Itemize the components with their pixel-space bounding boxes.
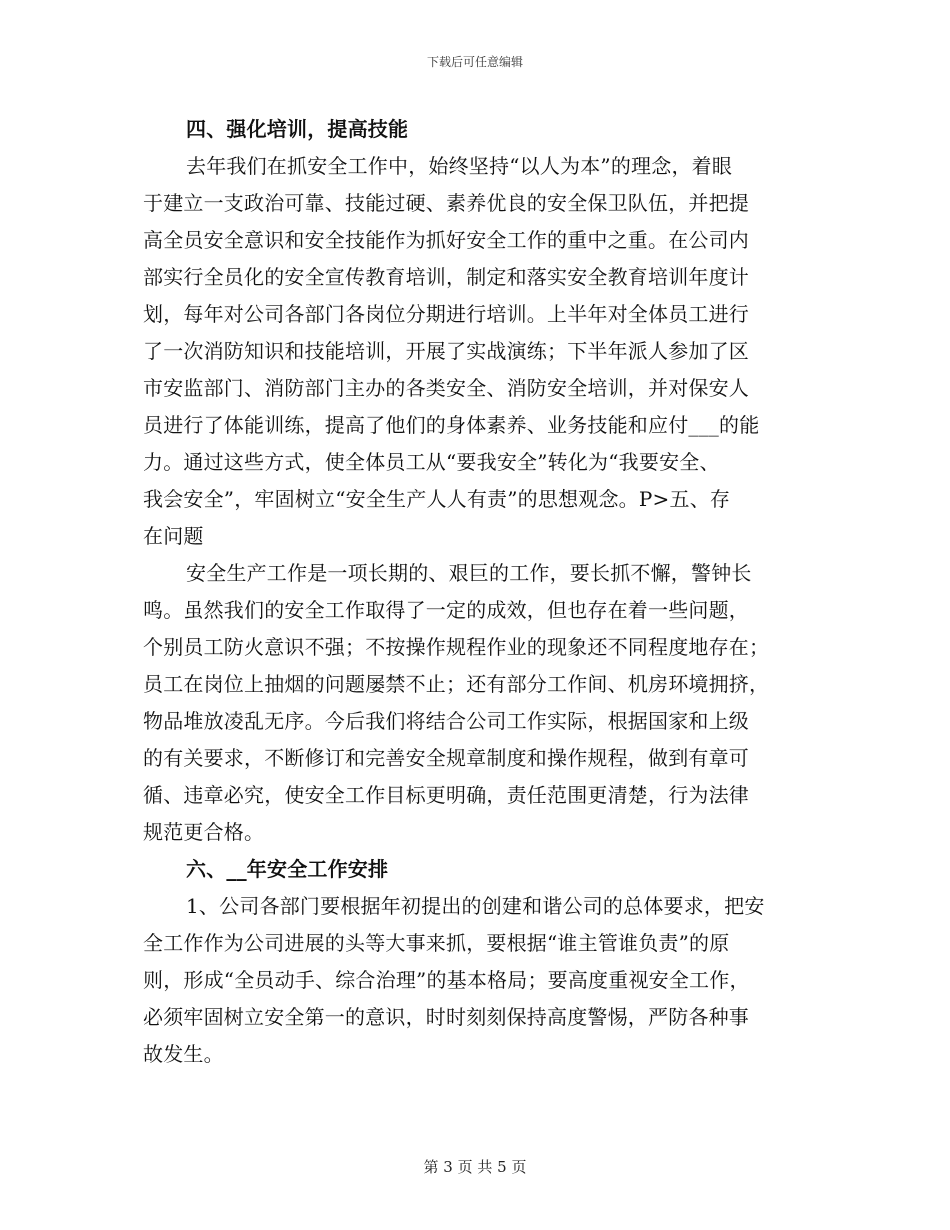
- paragraph-line: 故发生。: [143, 1042, 224, 1066]
- paragraph-line: 个别员工防火意识不强；不按操作规程作业的现象还不同程度地存在；: [143, 635, 770, 659]
- paragraph-line: 我会安全”，牢固树立“安全生产人人有责”的思想观念。P>五、存: [143, 487, 731, 511]
- paragraph-line: 于建立一支政治可靠、技能过硬、素养优良的安全保卫队伍，并把提: [143, 191, 749, 215]
- paragraph-line: 安全生产工作是一项长期的、艰巨的工作，要长抓不懈，警钟长: [186, 561, 752, 585]
- paragraph-line: 的有关要求，不断修订和完善安全规章制度和操作规程，做到有章可: [143, 746, 749, 770]
- paragraph-line: 员进行了体能训练，提高了他们的身体素养、业务技能和应付___的能: [143, 413, 760, 437]
- section-heading-6: 六、__年安全工作安排: [186, 857, 389, 881]
- section-heading-4: 四、强化培训，提高技能: [186, 117, 409, 141]
- paragraph-line: 了一次消防知识和技能培训，开展了实战演练；下半年派人参加了区: [143, 339, 749, 363]
- paragraph-line: 在问题: [143, 524, 204, 548]
- paragraph-line: 部实行全员化的安全宣传教育培训，制定和落实安全教育培训年度计: [143, 265, 749, 289]
- paragraph-line: 市安监部门、消防部门主办的各类安全、消防安全培训，并对保安人: [143, 376, 749, 400]
- paragraph-line: 划，每年对公司各部门各岗位分期进行培训。上半年对全体员工进行: [143, 302, 749, 326]
- paragraph-line: 物品堆放凌乱无序。今后我们将结合公司工作实际，根据国家和上级: [143, 709, 749, 733]
- paragraph-line: 力。通过这些方式，使全体员工从“要我安全”转化为“我要安全、: [143, 450, 720, 474]
- paragraph-line: 必须牢固树立安全第一的意识，时时刻刻保持高度警惕，严防各种事: [143, 1005, 749, 1029]
- paragraph-line: 去年我们在抓安全工作中，始终坚持“以人为本”的理念，着眼: [186, 154, 733, 178]
- paragraph-line: 则，形成“全员动手、综合治理”的基本格局；要高度重视安全工作，: [143, 968, 750, 992]
- paragraph-line: 1、公司各部门要根据年初提出的创建和谐公司的总体要求，把安: [186, 894, 765, 918]
- page-number: 第 3 页 共 5 页: [423, 1158, 527, 1176]
- paragraph-line: 员工在岗位上抽烟的问题屡禁不止；还有部分工作间、机房环境拥挤，: [143, 672, 770, 696]
- paragraph-line: 高全员安全意识和安全技能作为抓好安全工作的重中之重。在公司内: [143, 228, 749, 252]
- paragraph-line: 鸣。虽然我们的安全工作取得了一定的成效，但也存在着一些问题，: [143, 598, 749, 622]
- header-note: 下载后可任意编辑: [426, 55, 523, 69]
- paragraph-line: 规范更合格。: [143, 820, 265, 844]
- paragraph-line: 循、违章必究，使安全工作目标更明确，责任范围更清楚，行为法律: [143, 783, 749, 807]
- document-body: [143, 111, 810, 1073]
- paragraph-line: 全工作作为公司进展的头等大事来抓，要根据“谁主管谁负责”的原: [143, 931, 730, 955]
